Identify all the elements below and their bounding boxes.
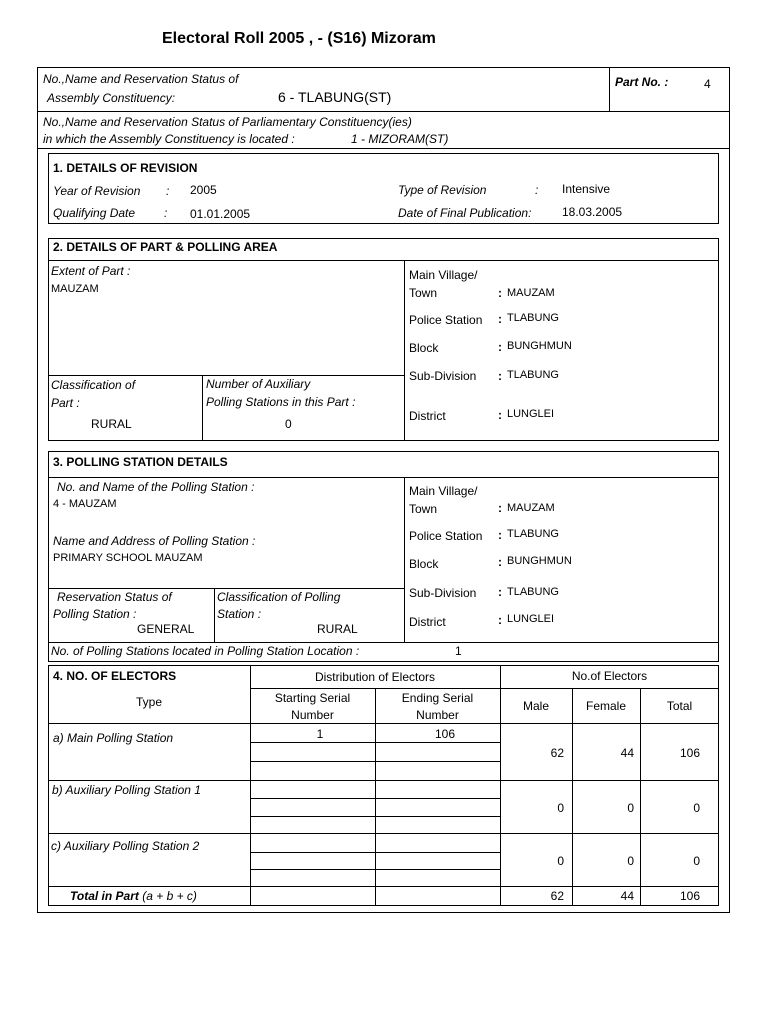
aux-value: 0 (285, 417, 292, 431)
station-address-value: PRIMARY SCHOOL MAUZAM (53, 552, 203, 564)
station-class-label-2: Station : (217, 607, 262, 621)
divider (609, 67, 610, 111)
colon: : (498, 555, 502, 569)
block-label: Block (409, 557, 439, 571)
divider (250, 761, 500, 762)
divider (572, 688, 573, 906)
divider (202, 375, 203, 441)
row-label: b) Auxiliary Polling Station 1 (52, 783, 201, 797)
part-heading: 2. DETAILS OF PART & POLLING AREA (53, 240, 278, 254)
divider (250, 742, 500, 743)
block-label: Block (409, 341, 439, 355)
divider (48, 477, 719, 478)
classification-value: RURAL (91, 417, 132, 431)
police-value: TLABUNG (507, 312, 559, 324)
total-label (70, 889, 197, 904)
divider (640, 688, 641, 906)
divider (48, 723, 719, 724)
final-pub-value: 18.03.2005 (562, 205, 623, 219)
start-serial-header-2: Number (291, 708, 334, 722)
divider (37, 111, 730, 112)
start-serial-cell: 1 (316, 727, 324, 741)
station-class-label: Classification of Polling (217, 590, 341, 604)
classification-label: Classification of (51, 378, 136, 392)
station-name-label: No. and Name of the Polling Station : (57, 480, 255, 494)
total-cell: 106 (679, 746, 700, 760)
divider (404, 260, 405, 441)
colon: : (498, 585, 502, 599)
qualifying-label: Qualifying Date (53, 206, 136, 220)
colon: : (498, 312, 502, 326)
row-label: a) Main Polling Station (53, 731, 174, 745)
start-serial-header: Starting Serial (274, 691, 351, 705)
part-no-label: Part No. : (615, 75, 669, 89)
row-label: c) Auxiliary Polling Station 2 (51, 839, 200, 853)
part-section (48, 238, 719, 441)
reservation-label: Reservation Status of (57, 590, 172, 604)
end-serial-cell: 106 (434, 727, 456, 741)
classification-label-2: Part : (51, 396, 80, 410)
colon: : (498, 613, 502, 627)
reservation-label-2: Polling Station : (53, 607, 137, 621)
total-cell: 0 (693, 854, 700, 868)
reservation-value: GENERAL (137, 622, 195, 636)
male-cell: 0 (557, 854, 564, 868)
final-pub-label: Date of Final Publication: (398, 206, 532, 220)
ac-label-2: Assembly Constituency: (47, 91, 176, 105)
female-header: Female (585, 699, 626, 713)
divider (48, 886, 719, 887)
year-value: 2005 (190, 183, 217, 197)
district-label: District (409, 615, 446, 629)
divider (250, 798, 500, 799)
divider (250, 816, 500, 817)
divider (48, 588, 404, 589)
divider (250, 688, 719, 689)
female-cell: 0 (627, 801, 634, 815)
divider (48, 642, 719, 643)
aux-label: Number of Auxiliary (206, 377, 311, 391)
station-name-value: 4 - MAUZAM (53, 498, 117, 510)
female-cell: 44 (620, 746, 634, 760)
police-value: TLABUNG (507, 528, 559, 540)
station-address-label: Name and Address of Polling Station : (53, 534, 256, 548)
block-value: BUNGHMUN (507, 340, 572, 352)
village-value: MAUZAM (507, 287, 555, 299)
colon: : (535, 183, 539, 197)
male-cell: 62 (550, 746, 564, 760)
divider (37, 148, 730, 149)
type-label: Type of Revision (398, 183, 487, 197)
district-value: LUNGLEI (507, 408, 555, 420)
district-label: District (409, 409, 446, 423)
pc-label: No.,Name and Reservation Status of Parliamentary Constituency(ies) (43, 115, 412, 129)
male-cell: 0 (557, 801, 564, 815)
colon: : (498, 528, 502, 542)
district-value: LUNGLEI (507, 613, 555, 625)
colon: : (166, 184, 170, 198)
subdivision-label: Sub-Division (409, 369, 477, 383)
divider (48, 260, 719, 261)
total-label-bold: Total in Part (70, 889, 139, 903)
ac-label: No.,Name and Reservation Status of (43, 72, 239, 86)
pc-label-2: in which the Assembly Constituency is located : (43, 132, 295, 146)
total-label-rest: (a + b + c) (138, 889, 197, 903)
distribution-header: Distribution of Electors (314, 670, 436, 684)
colon: : (164, 206, 168, 220)
divider (250, 869, 500, 870)
police-label: Police Station (409, 313, 483, 327)
village-label-2: Town (409, 502, 438, 516)
male-header: Male (522, 699, 549, 713)
extent-value: MAUZAM (51, 283, 99, 295)
divider (214, 588, 215, 642)
village-label: Main Village/ (409, 484, 478, 498)
aux-label-2: Polling Stations in this Part : (206, 395, 356, 409)
colon: : (498, 369, 502, 383)
total-cell: 0 (693, 801, 700, 815)
divider (48, 780, 719, 781)
qualifying-value: 01.01.2005 (190, 207, 251, 221)
station-class-value: RURAL (317, 622, 358, 636)
subdivision-value: TLABUNG (507, 369, 559, 381)
female-cell: 0 (627, 854, 634, 868)
total-male-cell: 62 (550, 889, 564, 903)
station-count-label: No. of Polling Stations located in Polling Station Location : (51, 644, 360, 658)
part-no-value: 4 (704, 77, 711, 91)
block-value: BUNGHMUN (507, 555, 572, 567)
total-total-cell: 106 (679, 889, 700, 903)
police-label: Police Station (409, 529, 483, 543)
subdivision-value: TLABUNG (507, 586, 559, 598)
station-count-value: 1 (455, 644, 462, 658)
village-label: Main Village/ (409, 268, 478, 282)
ac-value: 6 - TLABUNG(ST) (278, 89, 392, 105)
divider (250, 852, 500, 853)
colon: : (498, 501, 502, 515)
total-header: Total (666, 699, 693, 713)
divider (404, 477, 405, 642)
document-title: Electoral Roll 2005 , - (S16) Mizoram (162, 30, 436, 47)
type-value: Intensive (562, 182, 611, 196)
polling-heading: 3. POLLING STATION DETAILS (53, 455, 228, 469)
subdivision-label: Sub-Division (409, 586, 477, 600)
colon: : (498, 340, 502, 354)
end-serial-header-2: Number (416, 708, 459, 722)
electors-heading: 4. NO. OF ELECTORS (53, 669, 177, 683)
divider (48, 375, 404, 376)
type-header: Type (135, 695, 162, 709)
no-of-electors-header: No.of Electors (571, 669, 648, 683)
colon: : (498, 408, 502, 422)
village-value: MAUZAM (507, 502, 555, 514)
revision-heading: 1. DETAILS OF REVISION (53, 161, 198, 175)
colon: : (498, 286, 502, 300)
year-label: Year of Revision (53, 184, 141, 198)
divider (48, 833, 719, 834)
pc-value: 1 - MIZORAM(ST) (351, 132, 449, 146)
village-label-2: Town (409, 286, 438, 300)
total-female-cell: 44 (620, 889, 634, 903)
end-serial-header: Ending Serial (401, 691, 474, 705)
extent-label: Extent of Part : (51, 264, 131, 278)
